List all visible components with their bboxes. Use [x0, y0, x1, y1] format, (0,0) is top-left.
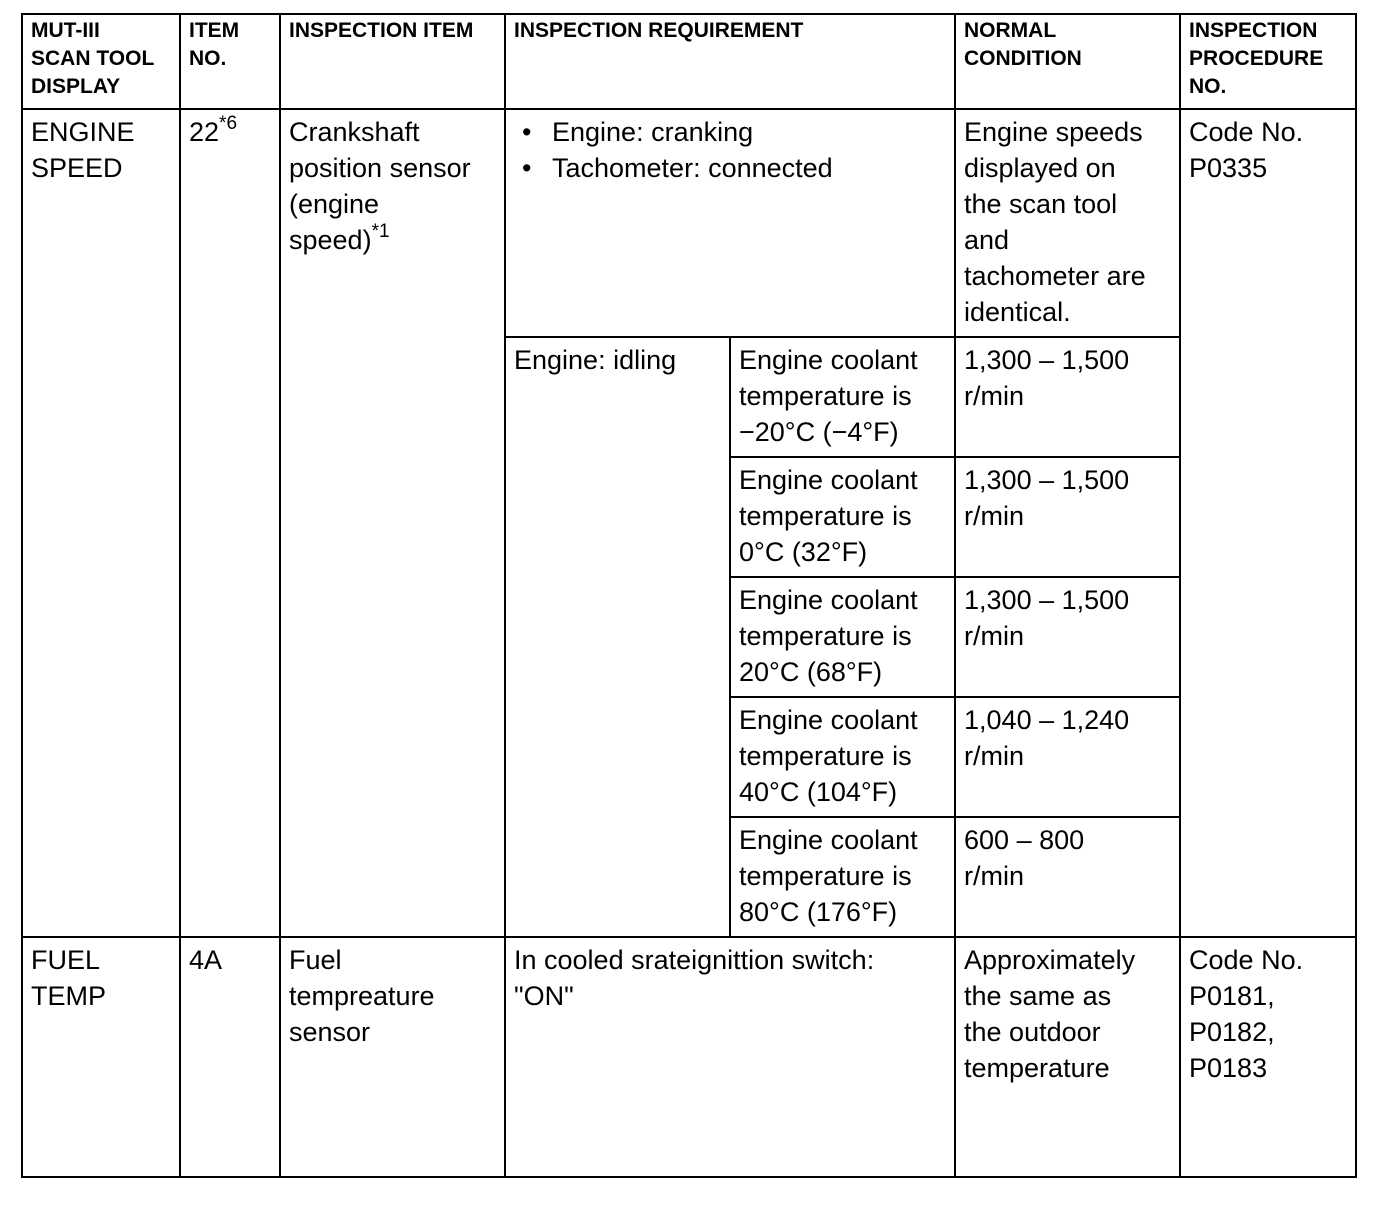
engine-speed-inspection-item-cell: Crankshaft position sensor (engine speed)$^{*1}$	[280, 109, 505, 937]
header-item-no: ITEM NO.	[180, 14, 280, 109]
fuel-temp-inspection-item-cell: Fuel tempreature sensor	[280, 937, 505, 1177]
coolant-temp-cell: Engine coolant temperature is −20°C (−4°F)	[730, 337, 955, 457]
bullet-icon: •	[522, 153, 532, 183]
requirement-list	[514, 114, 947, 186]
cranking-requirement-cell	[505, 109, 955, 337]
idle-speed-cell: 1,300 – 1,500 r/min	[955, 577, 1180, 697]
fuel-temp-display-cell: FUEL TEMP	[22, 937, 180, 1177]
idle-speed-cell: 1,300 – 1,500 r/min	[955, 337, 1180, 457]
idle-speed-cell: 600 – 800 r/min	[955, 817, 1180, 937]
cranking-condition-cell: Engine speeds displayed on the scan tool and tachometer are identical.	[955, 109, 1180, 337]
coolant-temp-cell: Engine coolant temperature is 20°C (68°F)	[730, 577, 955, 697]
fuel-temp-requirement-cell: In cooled srateignittion switch: "ON"	[505, 937, 955, 1177]
footnote-marker: *1	[371, 221, 390, 242]
idle-speed-cell: 1,040 – 1,240 r/min	[955, 697, 1180, 817]
fuel-temp-procedure-cell: Code No. P0181, P0182, P0183	[1180, 937, 1356, 1177]
coolant-temp-cell: Engine coolant temperature is 80°C (176°F)	[730, 817, 955, 937]
coolant-temp-cell: Engine coolant temperature is 0°C (32°F)	[730, 457, 955, 577]
list-item: • Tachometer: connected	[514, 150, 947, 186]
header-inspection-item: INSPECTION ITEM	[280, 14, 505, 109]
header-normal-condition: NORMAL CONDITION	[955, 14, 1180, 109]
header-procedure-no: INSPECTION PROCEDURE NO.	[1180, 14, 1356, 109]
table-row	[22, 937, 1356, 1177]
idling-requirement-cell: Engine: idling	[505, 337, 730, 937]
inspection-table	[21, 13, 1357, 1178]
table-row	[22, 109, 1356, 337]
list-item: • Engine: cranking	[514, 114, 947, 150]
header-inspection-requirement: INSPECTION REQUIREMENT	[505, 14, 955, 109]
fuel-temp-condition-cell: Approximately the same as the outdoor temperature	[955, 937, 1180, 1177]
engine-speed-item-no-cell: 22$^{*6}$	[180, 109, 280, 937]
coolant-temp-cell: Engine coolant temperature is 40°C (104°F)	[730, 697, 955, 817]
header-row	[22, 14, 1356, 109]
engine-speed-display-cell: ENGINE SPEED	[22, 109, 180, 937]
engine-speed-procedure-cell: Code No. P0335	[1180, 109, 1356, 937]
footnote-marker: *6	[219, 113, 238, 134]
header-scan-tool-display: MUT-III SCAN TOOL DISPLAY	[22, 14, 180, 109]
idle-speed-cell: 1,300 – 1,500 r/min	[955, 457, 1180, 577]
bullet-icon: •	[522, 117, 532, 147]
fuel-temp-item-no-cell: 4A	[180, 937, 280, 1177]
